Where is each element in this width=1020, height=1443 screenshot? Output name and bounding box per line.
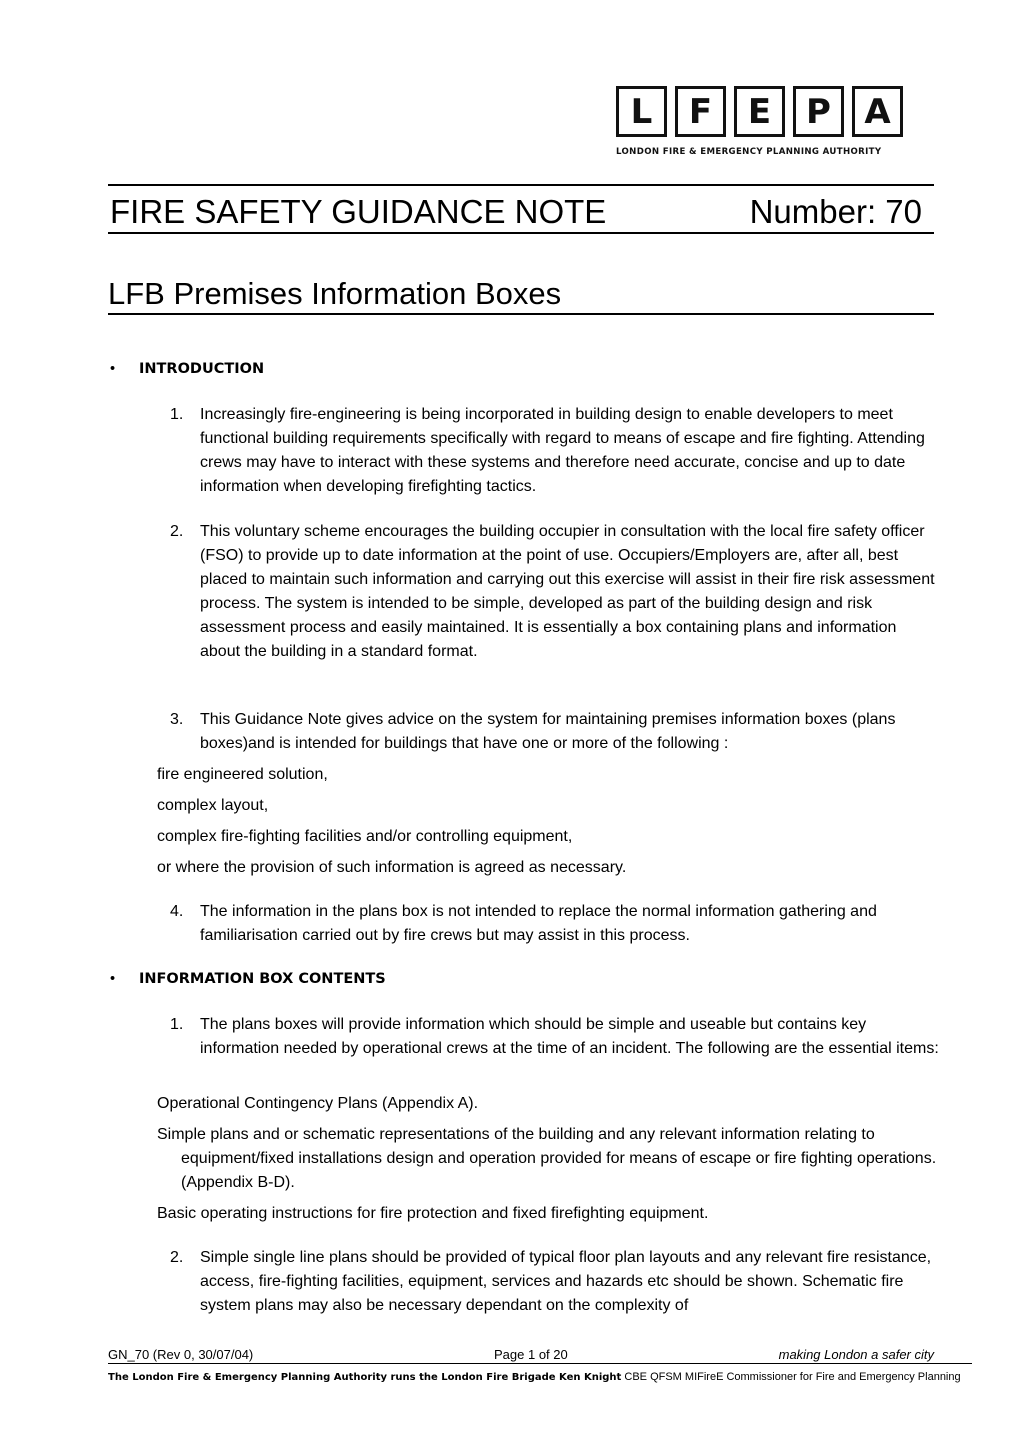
- section-heading-text: INTRODUCTION: [139, 361, 265, 377]
- paragraph-text: The plans boxes will provide information which should be simple and useable but contains key information needed by operational crews at the time of an incident. The following are the essential items:: [200, 1016, 939, 1057]
- paragraph-text: The information in the plans box is not intended to replace the normal information gathering and familiarisation carried out by fire crews but may assist in this process.: [200, 903, 877, 944]
- footer-statement: [108, 1370, 988, 1385]
- paragraph-text: This Guidance Note gives advice on the system for maintaining premises information boxes (plans boxes)and is intended for buildings that have one or more of the following :: [200, 711, 896, 752]
- section-heading-text: INFORMATION BOX CONTENTS: [139, 971, 386, 987]
- footer-statement-bold: The London Fire & Emergency Planning Authority runs the London Fire Brigade Ken Knight: [108, 1372, 622, 1383]
- bullet-icon: •: [110, 971, 116, 987]
- paragraph-number: 1.: [170, 1016, 184, 1033]
- bullet-icon: •: [110, 361, 116, 377]
- footer-reference: GN_70 (Rev 0, 30/07/04): [108, 1347, 254, 1362]
- numbered-paragraph: [170, 403, 940, 499]
- paragraph-number: 1.: [170, 406, 184, 423]
- logo-letter-box: L: [616, 86, 667, 137]
- paragraph-number: 3.: [170, 711, 184, 728]
- list-item: Operational Contingency Plans (Appendix A).: [157, 1095, 479, 1112]
- paragraph-number: 2.: [170, 523, 184, 540]
- list-item: Simple plans and or schematic representations of the building and any relevant information relating to equipment/fixed installations design and operation provided for means of escape or fire fighting operations. (Appendix B-D).: [157, 1126, 937, 1191]
- numbered-paragraph: [170, 900, 940, 948]
- subtitle-rule: [108, 313, 934, 315]
- section-heading: [110, 361, 264, 377]
- logo-letter-box: P: [793, 86, 844, 137]
- footer-tagline: making London a safer city: [778, 1347, 934, 1362]
- logo-letter-box: F: [675, 86, 726, 137]
- logo-letter-box: A: [852, 86, 903, 137]
- list-item: complex layout,: [157, 797, 269, 814]
- lfepa-logo: [616, 86, 932, 160]
- paragraph-number: 2.: [170, 1249, 184, 1266]
- footer-statement-normal: CBE QFSM MIFireE Commissioner for Fire and Emergency Planning: [621, 1371, 961, 1383]
- numbered-paragraph: [170, 708, 940, 756]
- header-top-rule: [108, 184, 934, 186]
- numbered-paragraph: [170, 1246, 940, 1318]
- paragraph-text: This voluntary scheme encourages the building occupier in consultation with the local fire safety officer (FSO) to provide up to date information at the point of use. Occupiers/Employers are, after all, best placed to maintain such information and carrying out this exercise will assist in their fire risk assessment process. The system is intended to be simple, developed as part of the building design and risk assessment process and easily maintained. It is essentially a box containing plans and information about the building in a standard format.: [200, 523, 935, 660]
- logo-subtitle: LONDON FIRE & EMERGENCY PLANNING AUTHORITY: [616, 147, 882, 157]
- paragraph-number: 4.: [170, 903, 184, 920]
- document-subtitle: LFB Premises Information Boxes: [108, 276, 562, 311]
- numbered-paragraph: [170, 1013, 940, 1061]
- paragraph-text: Increasingly fire-engineering is being incorporated in building design to enable developers to meet functional building requirements specifically with regard to means of escape and fire fighting. Attending crews may have to interact with these systems and therefore need accurate, concise and up to date information when developing firefighting tactics.: [200, 406, 925, 495]
- header-bottom-rule: [108, 232, 934, 234]
- list-item: Basic operating instructions for fire protection and fixed firefighting equipment.: [157, 1205, 709, 1222]
- document-number: Number: 70: [749, 193, 922, 230]
- paragraph-text: Simple single line plans should be provided of typical floor plan layouts and any relevant fire resistance, access, fire-fighting facilities, equipment, services and hazards etc should be shown. Schematic fire system plans may also be necessary dependant on the complexity of: [200, 1249, 932, 1314]
- section-heading: [110, 971, 386, 987]
- document-title: FIRE SAFETY GUIDANCE NOTE: [110, 193, 607, 230]
- footer-page-number: Page 1 of 20: [494, 1347, 568, 1362]
- footer-rule: [108, 1363, 972, 1364]
- list-item: complex fire-fighting facilities and/or controlling equipment,: [157, 828, 573, 845]
- numbered-paragraph: [170, 520, 940, 664]
- list-item: fire engineered solution,: [157, 766, 328, 783]
- logo-letter-box: E: [734, 86, 785, 137]
- list-item: or where the provision of such information is agreed as necessary.: [157, 859, 627, 876]
